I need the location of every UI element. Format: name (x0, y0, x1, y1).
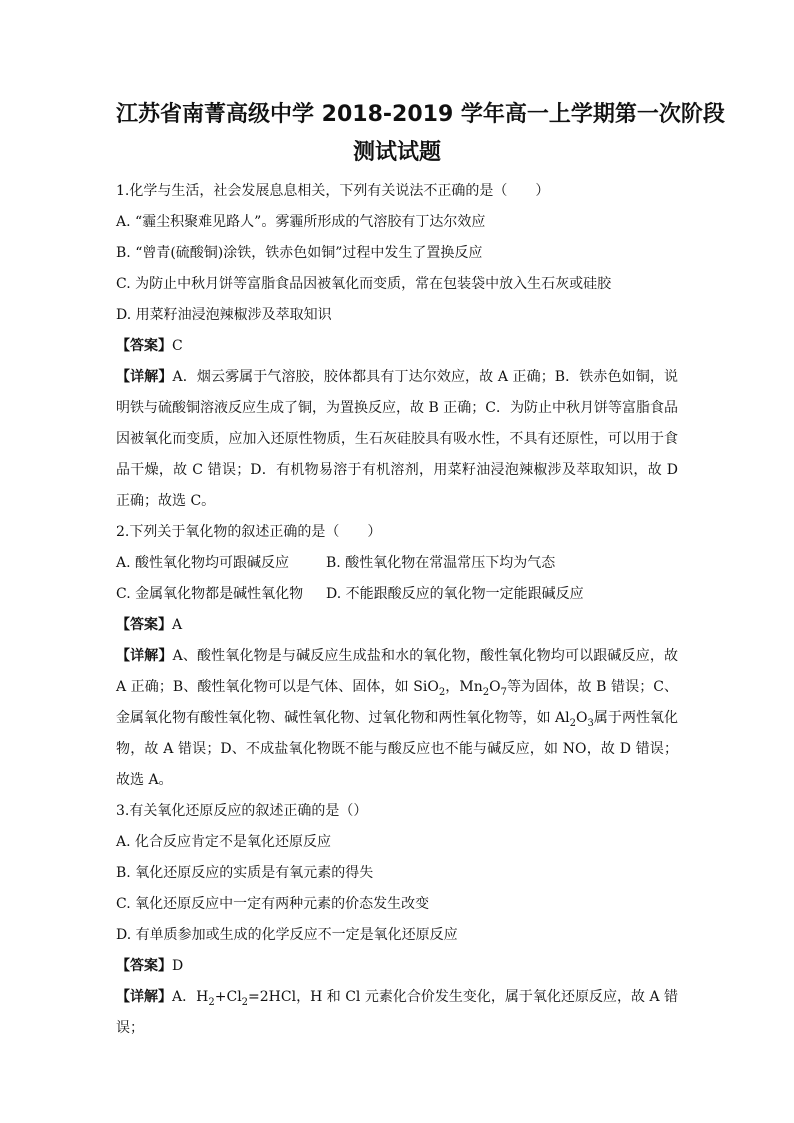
question-1-explanation (116, 362, 678, 517)
question-2-option-c: C. 金属氧化物都是碱性氧化物 (116, 586, 304, 602)
question-3-stem: 3.有关氧化还原反应的叙述正确的是（） (116, 803, 368, 819)
explanation-text: A、酸性氧化物是与碱反应生成盐和水的氧化物，酸性氧化物均可以跟碱反应，故 A 正确；B、酸性氧化物可以是气体、固体，如 SiO (116, 648, 679, 695)
question-2-explanation (116, 641, 678, 796)
question-3-option-d: D. 有单质参加或生成的化学反应不一定是氧化还原反应 (116, 927, 458, 943)
subscript: 2 (208, 996, 215, 1008)
explanation-text: =2HCl，H 和 Cl 元素化合价发生变化，属于氧化还原反应，故 A 错误； (116, 989, 679, 1036)
answer-value: D (172, 958, 184, 974)
detail-tag: 【详解】 (116, 648, 173, 664)
question-3-explanation (116, 982, 678, 1044)
explanation-text: O (489, 679, 501, 695)
question-1-answer (116, 331, 678, 362)
question-2-options-row-1 (116, 548, 678, 579)
explanation-text: 等为固体，故 B 错误；C、金属氧化物有酸性氧化物、碱性氧化物、过氧化物和两性氧化物等，如 Al (116, 679, 678, 726)
title-line-1: 江苏省南菁高级中学 2018-2019 学年高一上学期第一次阶段 (116, 102, 725, 127)
answer-tag: 【答案】 (116, 958, 172, 974)
title-line-2: 测试试题 (352, 140, 441, 165)
subscript: 2 (482, 686, 490, 698)
question-3-answer (116, 951, 678, 982)
subscript: 2 (241, 996, 249, 1008)
explanation-text: +Cl (214, 989, 242, 1005)
question-1-option-a: A. “霾尘积聚难见路人”。雾霾所形成的气溶胶有丁达尔效应 (116, 214, 486, 230)
answer-tag: 【答案】 (116, 617, 172, 633)
question-2-option-a: A. 酸性氧化物均可跟碱反应 (116, 555, 290, 571)
explanation-text: O (576, 710, 588, 726)
question-1-option-c: C. 为防止中秋月饼等富脂食品因被氧化而变质，常在包装袋中放入生石灰或硅胶 (116, 276, 612, 292)
answer-tag: 【答案】 (116, 338, 172, 354)
detail-tag: 【详解】 (116, 369, 173, 385)
question-1-stem: 1.化学与生活，社会发展息息相关，下列有关说法不正确的是（ ） (116, 183, 550, 199)
subscript: 3 (587, 717, 594, 729)
question-2-options-row-2 (116, 579, 678, 610)
explanation-text: A．H (172, 989, 209, 1005)
detail-tag: 【详解】 (116, 989, 173, 1005)
explanation-text: ，Mn (445, 679, 483, 695)
explanation-text: 属于两性氧化物，故 A 错误；D、不成盐氧化物既不能与酸反应也不能与碱反应，如 NO，故 D 错误；故选 A。 (116, 710, 679, 788)
question-2-stem: 2.下列关于氧化物的叙述正确的是（ ） (116, 524, 382, 540)
subscript: 2 (569, 717, 577, 729)
explanation-text: A．烟云雾属于气溶胶，胶体都具有丁达尔效应，故 A 正确；B．铁赤色如铜，说明铁与硫酸铜溶液反应生成了铜，为置换反应，故 B 正确；C．为防止中秋月饼等富脂食品因被氧化而变质，应加入还原性物质，生石灰硅胶具有吸水性，不具有还原性，可以用于食品干燥，故 C 错误；D．有机物易溶于有机溶剂，用菜籽油浸泡辣椒涉及萃取知识，故 D 正确；故选 C。 (116, 369, 679, 509)
document-title (116, 96, 725, 172)
subscript: 7 (500, 686, 507, 698)
answer-value: A (172, 617, 183, 633)
question-3-option-a: A. 化合反应肯定不是氧化还原反应 (116, 834, 332, 850)
question-3-option-c: C. 氧化还原反应中一定有两种元素的价态发生改变 (116, 896, 430, 912)
answer-value: C (172, 338, 183, 354)
subscript: 2 (438, 686, 446, 698)
question-1-option-b: B. “曾青(硫酸铜)涂铁，铁赤色如铜”过程中发生了置换反应 (116, 245, 483, 261)
question-2-option-d: D. 不能跟酸反应的氧化物一定能跟碱反应 (326, 586, 584, 602)
document-body (116, 176, 678, 1044)
question-3-option-b: B. 氧化还原反应的实质是有氧元素的得失 (116, 865, 374, 881)
question-2-option-b: B. 酸性氧化物在常温常压下均为气态 (326, 555, 556, 571)
question-1-option-d: D. 用菜籽油浸泡辣椒涉及萃取知识 (116, 307, 332, 323)
question-2-answer (116, 610, 678, 641)
